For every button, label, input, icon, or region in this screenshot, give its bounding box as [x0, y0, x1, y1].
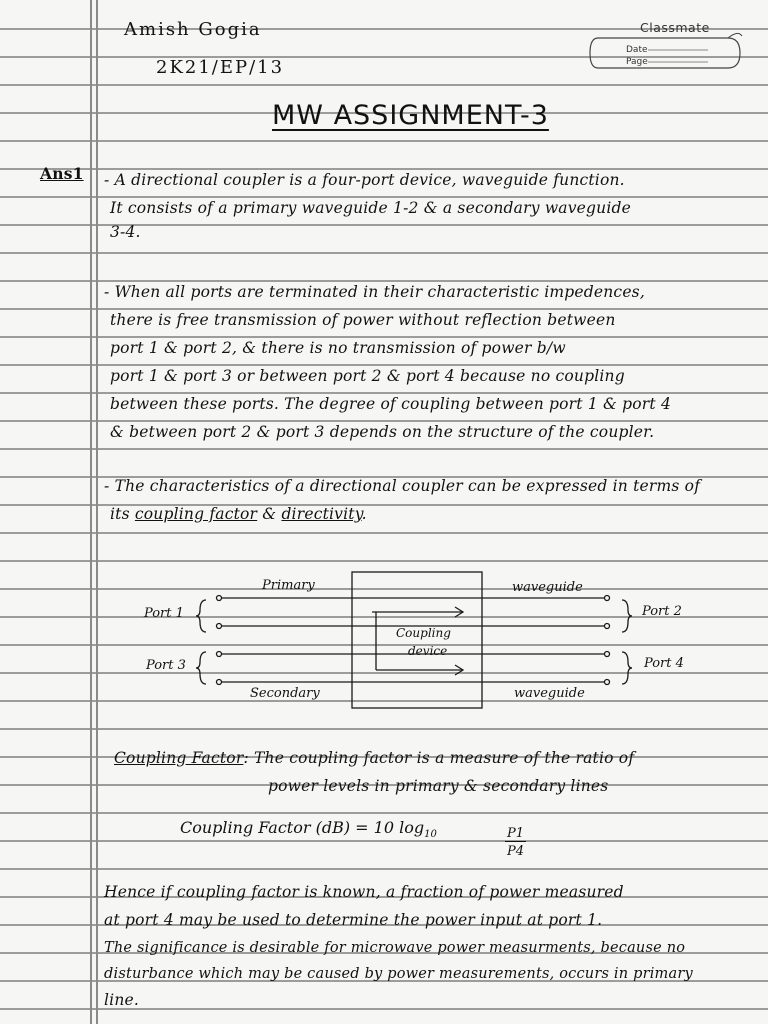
coupling-device-label-1: Coupling	[396, 626, 451, 640]
page-title: MW ASSIGNMENT-3	[272, 100, 549, 131]
coupling-factor-term: coupling factor	[134, 505, 258, 523]
secondary-label: Secondary	[250, 686, 320, 701]
coupling-factor-formula	[180, 818, 437, 840]
coupler-diagram-lines	[0, 560, 768, 720]
port1-label: Port 1	[144, 606, 184, 621]
para1-line2: It consists of a primary waveguide 1-2 & a secondary waveguide	[110, 199, 632, 217]
hence-line4: disturbance which may be caused by power measurements, occurs in primary	[104, 966, 693, 982]
coupling-factor-line1	[114, 748, 634, 768]
power-ratio	[505, 826, 526, 859]
brand-name: Classmate	[640, 20, 710, 35]
ratio-numerator: P1	[507, 826, 525, 841]
primary-label: Primary	[262, 578, 315, 593]
para1-line3: 3-4.	[110, 223, 141, 241]
ratio-denominator: P4	[507, 844, 525, 859]
coupling-factor-heading: Coupling Factor	[114, 749, 244, 767]
page-label: Page	[626, 57, 648, 67]
brand-banner-icon	[588, 28, 743, 78]
date-label: Date	[626, 45, 648, 55]
port4-label: Port 4	[644, 656, 684, 671]
para3-mid: &	[257, 505, 282, 523]
para3-line1: - The characteristics of a directional coupler can be expressed in terms of	[104, 477, 701, 495]
coupling-factor-definition: : The coupling factor is a measure of the ratio of	[243, 749, 635, 767]
para2-line4: port 1 & port 3 or between port 2 & port 4 because no coupling	[110, 367, 625, 385]
para2-line3: port 1 & port 2, & there is no transmission of power b/w	[110, 339, 566, 357]
brand-logo	[588, 18, 743, 78]
coupling-device-label-2: device	[408, 644, 448, 658]
margin-line-left	[90, 0, 92, 1024]
para3-pre: its	[110, 505, 135, 523]
answer-label: Ans1	[40, 164, 84, 183]
port2-label: Port 2	[642, 604, 682, 619]
roll-number: 2K21/EP/13	[156, 57, 285, 78]
formula-lhs: Coupling Factor (dB) = 10 log	[180, 818, 425, 837]
directivity-term: directivity	[281, 505, 362, 523]
para3-post: .	[361, 505, 367, 523]
log-subscript: 10	[424, 829, 437, 841]
waveguide-top-label: waveguide	[512, 580, 583, 595]
port3-label: Port 3	[146, 658, 186, 673]
para2-line6: & between port 2 & port 3 depends on the structure of the coupler.	[110, 423, 655, 441]
para2-line2: there is free transmission of power without reflection between	[110, 311, 616, 329]
student-name: Amish Gogia	[124, 19, 262, 40]
para3-line2	[110, 504, 367, 524]
para2-line1: - When all ports are terminated in their characteristic impedences,	[104, 283, 645, 301]
para1-line1: - A directional coupler is a four-port device, waveguide function.	[104, 171, 625, 189]
hence-line5: line.	[104, 991, 139, 1009]
hence-line2: at port 4 may be used to determine the power input at port 1.	[104, 911, 603, 929]
margin-line-right	[96, 0, 98, 1024]
coupler-diagram	[0, 560, 768, 720]
coupling-factor-line2: power levels in primary & secondary lines	[268, 777, 609, 795]
hence-line1: Hence if coupling factor is known, a fraction of power measured	[104, 883, 624, 901]
waveguide-bottom-label: waveguide	[514, 686, 585, 701]
hence-line3: The significance is desirable for microwave power measurments, because no	[104, 940, 686, 956]
para2-line5: between these ports. The degree of coupling between port 1 & port 4	[110, 395, 672, 413]
